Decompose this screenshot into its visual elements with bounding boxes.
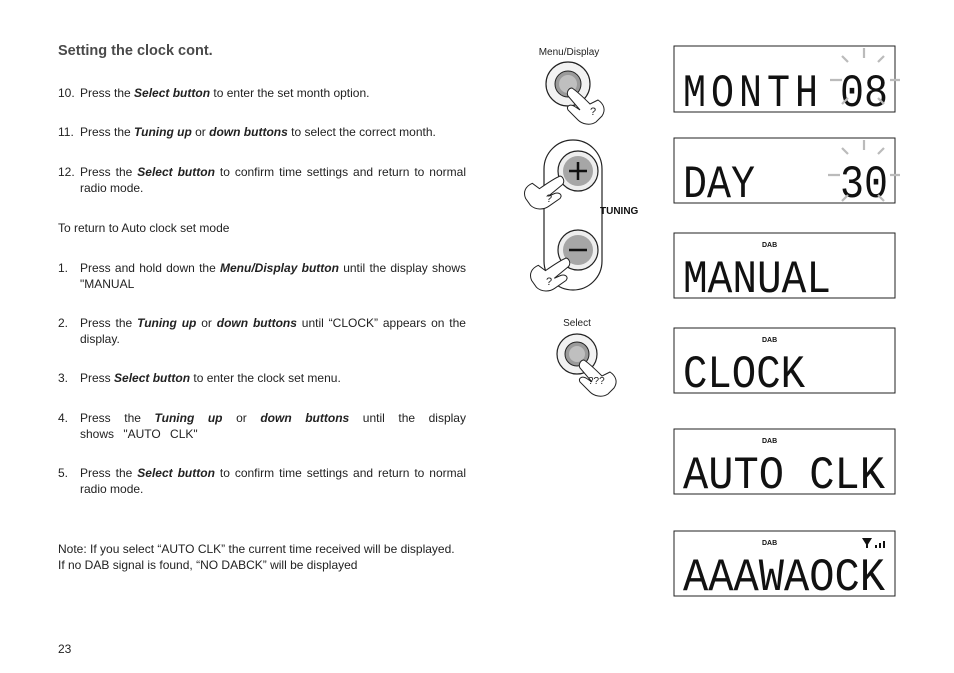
lcd-value: 30 <box>840 159 888 211</box>
menu-display-label: Menu/Display <box>538 47 600 58</box>
lcd-text: AUTO CLK <box>683 450 886 502</box>
step-number: 4. <box>58 411 69 425</box>
select-label: Select <box>563 318 591 329</box>
step-text: Press the Select button to confirm time settings and return to normal radio mode. <box>80 466 466 496</box>
finger-mark-down: ? <box>546 276 553 288</box>
tuning-label: TUNING <box>600 206 639 217</box>
dab-badge: DAB <box>762 337 778 344</box>
auto-clock-subtitle: To return to Auto clock set mode <box>58 221 230 235</box>
note-line-1: Note: If you select “AUTO CLK” the current time received will be displayed. <box>58 542 455 556</box>
lcd-text: DAY <box>683 159 755 211</box>
step-text: Press the Tuning up or down buttons until the display shows "AUTO CLK" <box>80 411 466 441</box>
step-text: Press the Tuning up or down buttons until “CLOCK” appears on the display. <box>80 316 466 346</box>
step-number: 1. <box>58 261 69 275</box>
dab-badge: DAB <box>762 540 778 547</box>
lcd-value: 08 <box>840 68 888 120</box>
page-number: 23 <box>58 642 72 656</box>
lcd-text: AAAWAOCK <box>683 552 886 604</box>
step-text: Press the Tuning up or down buttons to select the correct month. <box>80 125 436 139</box>
dab-badge: DAB <box>762 438 778 445</box>
tuning-up-button[interactable] <box>558 151 598 191</box>
step-number: 3. <box>58 371 69 385</box>
finger-mark-up: ? <box>546 193 553 205</box>
step-number: 10. <box>58 86 75 100</box>
dab-badge: DAB <box>762 242 778 249</box>
note-line-2: If no DAB signal is found, “NO DABCK” will be displayed <box>58 558 358 572</box>
step-number: 11. <box>58 125 74 139</box>
step-number: 2. <box>58 316 69 330</box>
lcd-text: CLOCK <box>683 349 806 401</box>
lcd-text: MANUAL <box>683 254 831 306</box>
finger-mark-menu: ? <box>590 106 597 118</box>
step-text: Press Select button to enter the clock set menu. <box>80 371 341 385</box>
step-text: Press the Select button to confirm time settings and return to normal radio mode. <box>80 165 466 195</box>
step-text: Press and hold down the Menu/Display button until the display shows "MANUAL <box>80 261 467 291</box>
finger-mark-select: ??? <box>588 376 605 387</box>
lcd-text: MONTH <box>683 68 823 120</box>
section-heading: Setting the clock cont. <box>58 43 213 59</box>
step-number: 5. <box>58 466 69 480</box>
step-text: Press the Select button to enter the set month option. <box>80 86 370 100</box>
step-number: 12. <box>58 165 75 179</box>
